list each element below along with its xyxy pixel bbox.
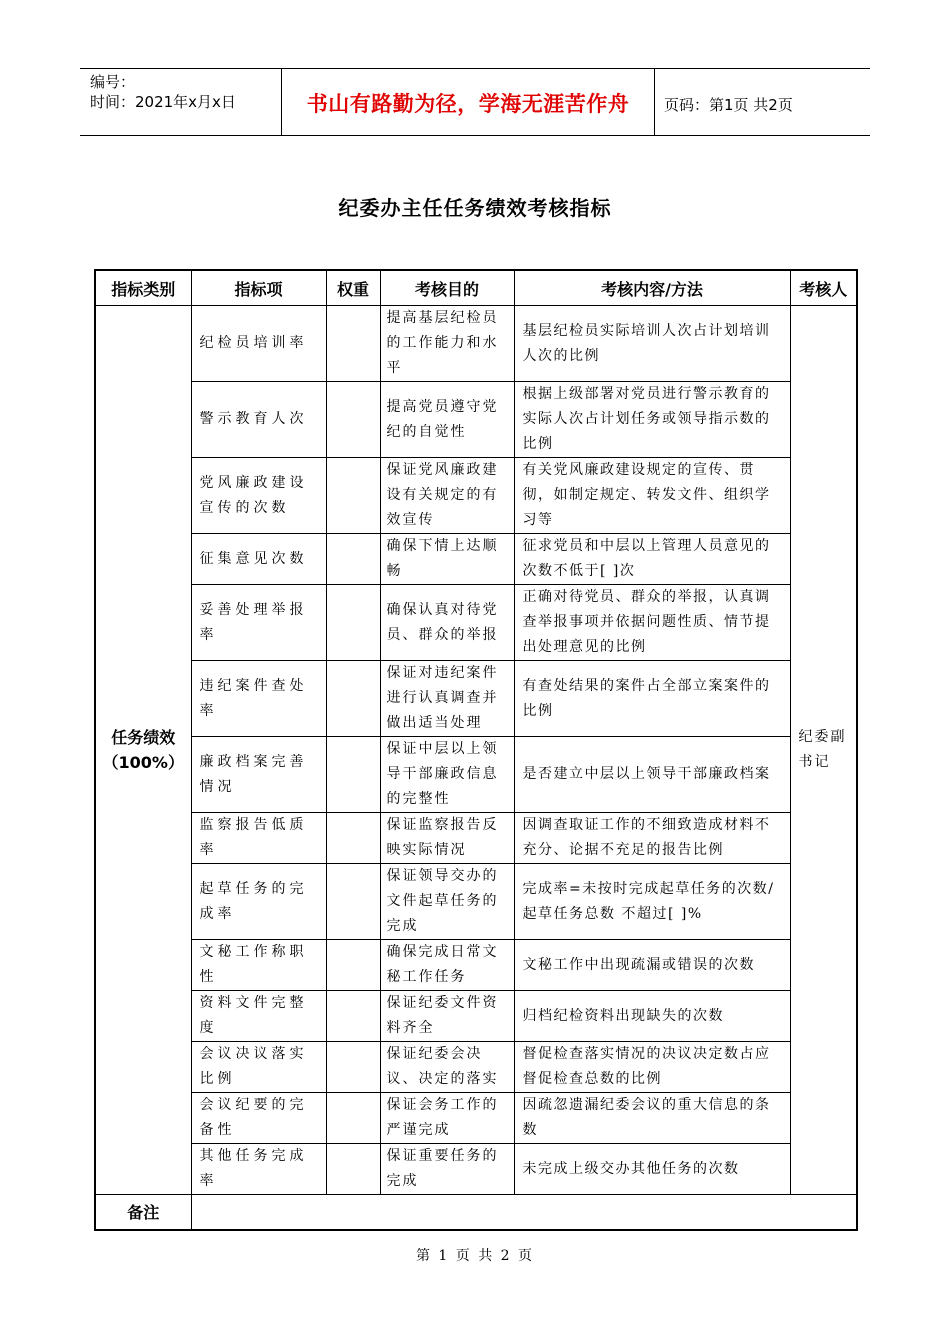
goal-cell: 确保完成日常文秘工作任务 [380,940,514,991]
method-cell: 根据上级部署对党员进行警示教育的实际人次占计划任务或领导指示数的比例 [514,382,790,458]
category-weight: （100%） [102,753,184,772]
table-row [95,661,857,737]
item-cell: 监察报告低质率 [191,813,326,864]
serial-label: 编号： [90,73,136,91]
item-cell: 其他任务完成率 [191,1144,326,1195]
method-cell: 有关党风廉政建设规定的宣传、贯彻，如制定规定、转发文件、组织学习等 [514,458,790,534]
weight-cell [326,1093,380,1144]
notes-label: 备注 [95,1195,191,1231]
item-cell: 征集意见次数 [191,534,326,585]
date-label: 时间：2021年x月x日 [90,93,236,111]
item-cell: 党风廉政建设宣传的次数 [191,458,326,534]
item-cell: 文秘工作称职性 [191,940,326,991]
item-cell: 资料文件完整度 [191,991,326,1042]
motto-banner: 书山有路勤为径，学海无涯苦作舟 [306,92,630,116]
item-cell: 会议决议落实比例 [191,1042,326,1093]
header-divider-right [654,68,655,135]
weight-cell [326,813,380,864]
method-cell: 未完成上级交办其他任务的次数 [514,1144,790,1195]
method-cell: 基层纪检员实际培训人次占计划培训人次的比例 [514,306,790,382]
weight-cell [326,991,380,1042]
assessor-cell: 纪委副书记 [790,306,857,1195]
weight-cell [326,382,380,458]
item-cell: 违纪案件查处率 [191,661,326,737]
weight-cell [326,458,380,534]
weight-cell [326,737,380,813]
table-row [95,458,857,534]
category-name: 任务绩效 [111,728,176,747]
weight-cell [326,1144,380,1195]
table-header-row [95,270,857,306]
goal-cell: 提高基层纪检员的工作能力和水平 [380,306,514,382]
table-row [95,737,857,813]
weight-cell [326,585,380,661]
weight-cell [326,661,380,737]
method-cell: 正确对待党员、群众的举报，认真调查举报事项并依据问题性质、情节提出处理意见的比例 [514,585,790,661]
header-top-rule [80,68,870,69]
item-cell: 妥善处理举报率 [191,585,326,661]
weight-cell [326,864,380,940]
page-footer: 第 1 页 共 2 页 [415,1248,535,1264]
goal-cell: 保证纪委会决议、决定的落实 [380,1042,514,1093]
table-row [95,585,857,661]
weight-cell [326,306,380,382]
table-row [95,382,857,458]
item-cell: 起草任务的完成率 [191,864,326,940]
goal-cell: 确保认真对待党员、群众的举报 [380,585,514,661]
weight-cell [326,534,380,585]
kpi-table [94,269,858,1231]
item-cell: 会议纪要的完备性 [191,1093,326,1144]
goal-cell: 保证重要任务的完成 [380,1144,514,1195]
document-title: 纪委办主任任务绩效考核指标 [338,196,612,220]
method-cell: 完成率=未按时完成起草任务的次数/起草任务总数 不超过[ ]% [514,864,790,940]
weight-cell [326,1042,380,1093]
table-row [95,1093,857,1144]
goal-cell: 保证党风廉政建设有关规定的有效宣传 [380,458,514,534]
goal-cell: 保证会务工作的严谨完成 [380,1093,514,1144]
method-cell: 征求党员和中层以上管理人员意见的次数不低于[ ]次 [514,534,790,585]
goal-cell: 确保下情上达顺畅 [380,534,514,585]
method-cell: 归档纪检资料出现缺失的次数 [514,991,790,1042]
weight-cell [326,940,380,991]
goal-cell: 保证监察报告反映实际情况 [380,813,514,864]
table-row [95,991,857,1042]
table-row [95,940,857,991]
notes-value [191,1195,857,1231]
method-cell: 督促检查落实情况的决议决定数占应督促检查总数的比例 [514,1042,790,1093]
table-row [95,306,857,382]
column-header-item: 指标项 [191,270,326,306]
table-row [95,864,857,940]
goal-cell: 保证中层以上领导干部廉政信息的完整性 [380,737,514,813]
item-cell: 廉政档案完善情况 [191,737,326,813]
notes-row [95,1195,857,1231]
method-cell: 因调查取证工作的不细致造成材料不充分、论据不充足的报告比例 [514,813,790,864]
table-row [95,534,857,585]
item-cell: 警示教育人次 [191,382,326,458]
page-number-label: 页码：第1页 共2页 [664,96,793,114]
goal-cell: 保证领导交办的文件起草任务的完成 [380,864,514,940]
method-cell: 因疏忽遗漏纪委会议的重大信息的条数 [514,1093,790,1144]
goal-cell: 提高党员遵守党纪的自觉性 [380,382,514,458]
goal-cell: 保证对违纪案件进行认真调查并做出适当处理 [380,661,514,737]
method-cell: 文秘工作中出现疏漏或错误的次数 [514,940,790,991]
table-row [95,813,857,864]
category-cell [95,306,191,1195]
table-row [95,1042,857,1093]
method-cell: 是否建立中层以上领导干部廉政档案 [514,737,790,813]
item-cell: 纪检员培训率 [191,306,326,382]
table-row [95,1144,857,1195]
method-cell: 有查处结果的案件占全部立案案件的比例 [514,661,790,737]
column-header-category: 指标类别 [95,270,191,306]
column-header-method: 考核内容/方法 [514,270,790,306]
column-header-weight: 权重 [326,270,380,306]
goal-cell: 保证纪委文件资料齐全 [380,991,514,1042]
column-header-assessor: 考核人 [790,270,857,306]
column-header-goal: 考核目的 [380,270,514,306]
header-bottom-rule [80,135,870,136]
